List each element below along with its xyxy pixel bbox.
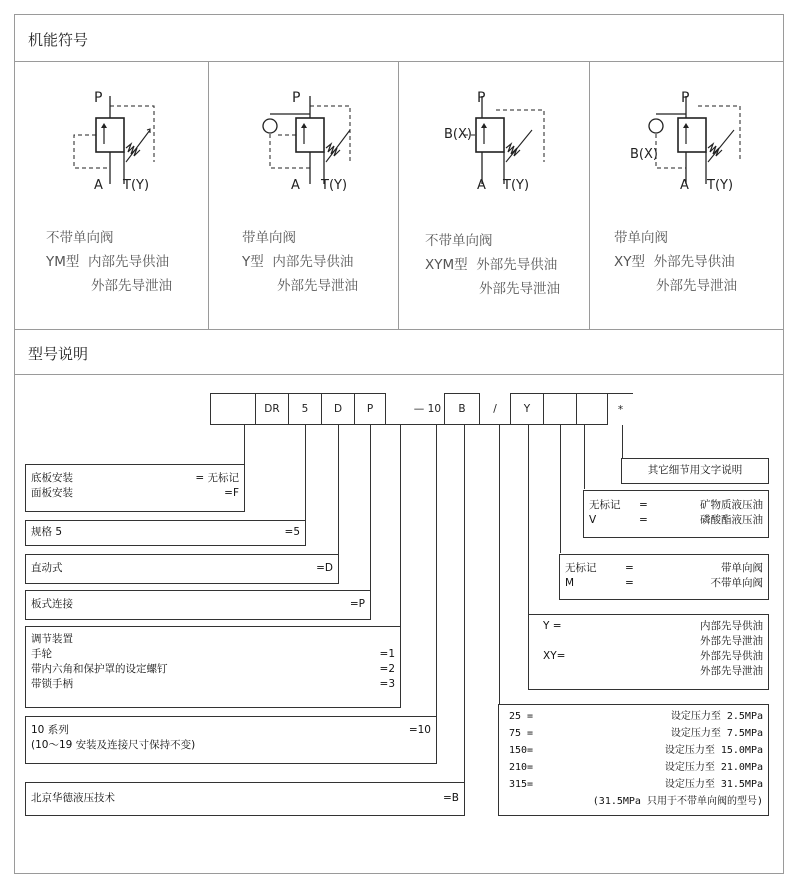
model-section-title: 型号说明 — [28, 345, 89, 363]
mounting-label-1: 底板安装 — [31, 472, 73, 484]
code-cell-p: P — [354, 393, 386, 425]
size-value: =5 — [284, 526, 300, 538]
mounting-label-2: 面板安装 — [31, 487, 73, 499]
check-value-2: 不带单向阀 — [710, 577, 763, 589]
check-eq-2: = — [625, 577, 634, 589]
size-option-box — [25, 520, 306, 546]
pressure-value-5: 设定压力至 31.5MPa — [664, 779, 763, 790]
drain-option-box — [528, 614, 769, 690]
adjust-item-1-value: =1 — [379, 648, 395, 660]
adjust-item-3-value: =3 — [379, 678, 395, 690]
maker-label: 北京华德液压技术 — [31, 792, 115, 804]
adjust-item-1-label: 手轮 — [31, 648, 52, 660]
pilot-label: 直动式 — [31, 562, 63, 574]
sym3-line-3: 外部先导泄油 — [479, 281, 560, 297]
adjust-option-box — [25, 626, 401, 708]
sym1-line-2: YM型 内部先导供油 — [46, 254, 169, 270]
mounting-option-box — [25, 464, 245, 512]
adjust-title: 调节装置 — [31, 633, 73, 645]
sym1-line-1: 不带单向阀 — [46, 230, 114, 246]
sym1-label-p: P — [94, 90, 103, 106]
drain-value-1: 内部先导供油 — [700, 620, 763, 632]
other-option-box — [621, 458, 769, 484]
sym2-line-3: 外部先导泄油 — [277, 278, 358, 294]
pressure-option-box — [498, 704, 769, 816]
pressure-key-2: 75 = — [509, 728, 534, 739]
code-cell-series: — 10 — [385, 393, 445, 425]
fluid-option-box — [583, 490, 769, 538]
check-option-box — [559, 554, 769, 600]
connection-option-box — [25, 590, 371, 620]
sym4-label-p: P — [681, 90, 690, 106]
sym1-line-3: 外部先导泄油 — [91, 278, 172, 294]
pressure-value-4: 设定压力至 21.0MPa — [664, 762, 763, 773]
pressure-value-2: 设定压力至 7.5MPa — [670, 728, 763, 739]
pilot-value: =D — [316, 562, 333, 574]
series-note: (10～19 安装及连接尺寸保持不变) — [31, 739, 196, 751]
pressure-key-4: 210= — [509, 762, 534, 773]
code-cell-star: * — [607, 393, 633, 425]
drain-value-3: 外部先导供油 — [700, 650, 763, 662]
ym-valve-symbol — [60, 88, 180, 198]
maker-option-box — [25, 782, 465, 816]
sym2-label-p: P — [292, 90, 301, 106]
sym4-line-1: 带单向阀 — [614, 230, 668, 246]
code-cell-dr: DR — [255, 393, 289, 425]
drain-key-3: XY= — [543, 650, 566, 662]
pilot-option-box — [25, 554, 339, 584]
series-label: 10 系列 — [31, 724, 69, 736]
connection-label: 板式连接 — [31, 598, 73, 610]
adjust-item-2-label: 带内六角和保护罩的设定螺钉 — [31, 663, 168, 675]
code-cell-y: Y — [510, 393, 544, 425]
connection-value: =P — [349, 598, 365, 610]
code-cell-d: D — [321, 393, 355, 425]
sym3-line-2: XYM型 外部先导供油 — [425, 257, 558, 273]
sym4-line-2: XY型 外部先导供油 — [614, 254, 735, 270]
fluid-value-2: 磷酸酯液压油 — [700, 514, 763, 526]
mounting-value-1: = 无标记 — [195, 472, 239, 484]
code-cell-blank — [210, 393, 256, 425]
pressure-value-3: 设定压力至 15.0MPa — [664, 745, 763, 756]
pressure-key-1: 25 = — [509, 711, 534, 722]
pressure-value-6: (31.5MPa 只用于不带单向阀的型号) — [592, 796, 763, 807]
sym2-line-1: 带单向阀 — [242, 230, 296, 246]
sym3-label-a: A — [477, 178, 486, 193]
fluid-key-1: 无标记 — [589, 499, 621, 511]
sym4-line-3: 外部先导泄油 — [656, 278, 737, 294]
code-cell-b: B — [444, 393, 480, 425]
sym4-label-bx: B(X) — [630, 147, 658, 162]
sym2-label-a: A — [291, 178, 300, 193]
series-value: =10 — [408, 724, 431, 736]
drain-key-1: Y = — [543, 620, 562, 632]
pressure-value-1: 设定压力至 2.5MPa — [670, 711, 763, 722]
sym2-label-t: T(Y) — [321, 178, 348, 193]
code-cell-size: 5 — [288, 393, 322, 425]
code-cell-check — [543, 393, 577, 425]
sym2-line-2: Y型 内部先导供油 — [242, 254, 354, 270]
fluid-value-1: 矿物质液压油 — [700, 499, 763, 511]
size-label: 规格 5 — [31, 526, 63, 538]
sym3-label-t: T(Y) — [503, 178, 530, 193]
adjust-item-2-value: =2 — [379, 663, 395, 675]
check-value-1: 带单向阀 — [721, 562, 763, 574]
drain-value-4: 外部先导泄油 — [700, 665, 763, 677]
pressure-key-5: 315= — [509, 779, 534, 790]
code-cell-slash: / — [479, 393, 511, 425]
sym4-label-t: T(Y) — [707, 178, 734, 193]
check-key-1: 无标记 — [565, 562, 597, 574]
check-eq-1: = — [625, 562, 634, 574]
code-cell-fluid — [576, 393, 608, 425]
sym1-label-a: A — [94, 178, 103, 193]
maker-value: =B — [442, 792, 459, 804]
y-valve-symbol — [250, 88, 370, 198]
fluid-key-2: V — [589, 514, 597, 526]
pressure-key-3: 150= — [509, 745, 534, 756]
adjust-item-3-label: 带锁手柄 — [31, 678, 73, 690]
other-label: 其它细节用文字说明 — [647, 464, 743, 476]
check-key-2: M — [565, 577, 575, 589]
sym4-label-a: A — [680, 178, 689, 193]
sym3-line-1: 不带单向阀 — [425, 233, 493, 249]
symbols-section-title: 机能符号 — [28, 31, 89, 49]
sym3-label-bx: B(X) — [444, 127, 472, 142]
mounting-value-2: =F — [224, 487, 239, 499]
fluid-eq-2: = — [639, 514, 648, 526]
sym3-label-p: P — [477, 90, 486, 106]
sym1-label-t: T(Y) — [123, 178, 150, 193]
series-option-box — [25, 716, 437, 764]
drain-value-2: 外部先导泄油 — [700, 635, 763, 647]
fluid-eq-1: = — [639, 499, 648, 511]
